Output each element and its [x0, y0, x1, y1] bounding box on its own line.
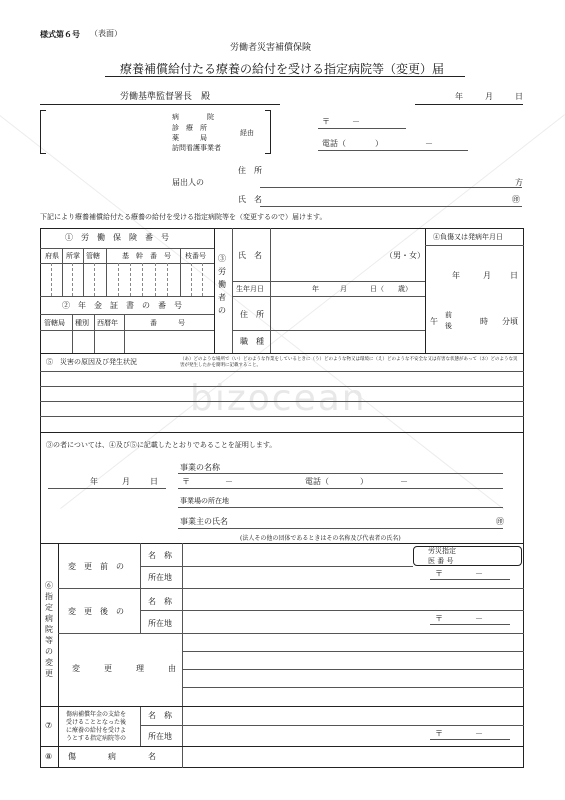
sec4-day: 日: [510, 271, 518, 280]
divider: [425, 228, 426, 353]
divider: [140, 725, 524, 726]
title-underline: [105, 76, 465, 77]
via-nursing: 訪問看護事業者: [172, 144, 221, 152]
divider: [40, 543, 524, 544]
digit-guide: [155, 263, 156, 296]
divider: [62, 248, 63, 296]
divider: [40, 314, 214, 315]
cert-seal: ㊞: [496, 517, 504, 526]
divider: [140, 566, 413, 567]
tel-close: ）: [375, 139, 383, 148]
sec4-month: 月: [483, 271, 491, 280]
sec2-title: ② 年 金 証 書 の 番 号: [62, 301, 182, 310]
sec4-title: ④負傷又は発病年月日: [433, 233, 503, 241]
digit-guide: [202, 263, 203, 296]
divider: [40, 353, 524, 354]
cert-line: [178, 473, 503, 474]
divider: [140, 706, 141, 746]
sec7-postal: 〒: [435, 729, 443, 738]
cert-note: (法人その他の団体であるときはその名称及び代表者の氏名): [240, 535, 401, 542]
sec6-before-location: 所在地: [148, 573, 172, 582]
sec6-before-label: 変 更 前 の: [68, 562, 124, 571]
sec3-gender: （男・女）: [385, 251, 425, 260]
sec7-text4: うとする指定病院等の: [66, 735, 127, 742]
addressee-line: [40, 104, 280, 105]
cert-business-name-label: 事業の名称: [180, 463, 220, 472]
cert-line: [178, 488, 503, 489]
divider: [40, 706, 524, 707]
sec1-col: 所掌: [66, 252, 80, 260]
sec7-name: 名 称: [148, 711, 172, 720]
sec2-col: 番 号: [150, 319, 185, 327]
sec6-after-label: 変 更 後 の: [68, 607, 124, 616]
applicant-address-label: 住 所: [238, 166, 262, 175]
sec6-labor-label1: 労災指定: [428, 547, 456, 555]
sec5-line: [40, 401, 524, 402]
sec7-text2: 受けることとなった後: [66, 719, 127, 726]
postal-line: [430, 624, 510, 625]
sec6-before-postal: 〒: [435, 569, 443, 578]
divider: [40, 746, 524, 747]
divider: [40, 248, 214, 249]
sec7-location: 所在地: [148, 732, 172, 741]
tel-label: 電話（: [322, 139, 346, 148]
divider: [270, 228, 271, 353]
addressee: 労働基準監督署長 殿: [120, 92, 211, 102]
via-bracket-left: [40, 110, 46, 154]
divider: [58, 633, 524, 634]
divider: [83, 248, 84, 296]
cert-postal-mark: 〒: [182, 477, 190, 486]
cert-postal-dash: －: [225, 477, 233, 486]
applicant-address-suffix: 方: [515, 178, 523, 187]
cert-owner-label: 事業主の氏名: [180, 517, 228, 526]
cert-year: 年: [90, 477, 98, 486]
divider: [94, 314, 95, 353]
digit-guide: [72, 263, 73, 296]
sec5-line: [40, 371, 524, 372]
sec4-year: 年: [452, 271, 460, 280]
sec2-col: 管轄局: [44, 319, 65, 327]
cert-month: 月: [122, 477, 130, 486]
tel-dash: －: [425, 139, 433, 148]
divider: [232, 281, 425, 282]
sec6-labor-label2: 医 番 号: [428, 557, 454, 565]
postal-line: [430, 739, 510, 740]
divider: [106, 248, 107, 296]
sec6-after-name: 名 称: [148, 597, 172, 606]
sec4-minute: 分頃: [502, 317, 518, 326]
applicant-address-line: [260, 187, 522, 188]
via-label: 経由: [240, 129, 254, 137]
applicant-seal: ㊞: [512, 195, 520, 204]
postal-line: [318, 128, 406, 129]
form-title: 療養補償給付たる療養の給付を受ける指定病院等（変更）届: [120, 62, 445, 76]
sec1-col: 基 幹 番 号: [122, 252, 171, 260]
cert-day: 日: [150, 477, 158, 486]
watermark: bizocean: [190, 378, 367, 419]
via-pharmacy: 薬 局: [172, 134, 207, 142]
divider: [58, 588, 524, 589]
reason-line: [182, 669, 524, 670]
date-line: [415, 104, 523, 105]
sec3-birth-day: 日（ 歳）: [370, 285, 412, 293]
sec6-after-dash: －: [475, 614, 483, 623]
sec1-col: 管轄: [86, 252, 100, 260]
postal-mark: 〒: [322, 117, 330, 126]
ministry-heading: 労働者災害補償保険: [230, 43, 312, 53]
sec4-am: 前: [445, 311, 452, 319]
sec3-birth-year: 年: [312, 285, 319, 293]
date-year: 年: [455, 92, 463, 101]
divider: [58, 543, 59, 768]
digit-guide: [191, 263, 192, 296]
divider: [140, 610, 524, 611]
divider: [214, 228, 215, 353]
sec4-pm: 後: [445, 322, 452, 330]
divider: [40, 330, 214, 331]
sec8-label: 傷 病 名: [68, 752, 156, 761]
sec6-after-location: 所在地: [148, 619, 172, 628]
statement: 下記により療養補償給付たる療養の給付を受ける指定病院等を（変更するので）届けます。: [40, 213, 327, 221]
postal-dash: －: [352, 117, 360, 126]
digit-guide: [167, 263, 168, 296]
sec3-job-label: 職 種: [240, 337, 264, 346]
sec7-text3: に療養の給付を受けよ: [66, 727, 127, 734]
cert-tel-label: 電話（: [305, 477, 329, 486]
sec5-note: （あ）どのような場所で（い）どのような作業をしているときに（う）どのような物又は環境に（え）どのような不安全な又は有害な状態があって（お）どのような災害が発生したかを簡明に記載すること。: [180, 357, 518, 368]
tel-line: [318, 150, 468, 151]
divider: [40, 296, 214, 297]
sec8-num: ⑧: [45, 752, 53, 761]
sec3-vertical: ③労働者の: [218, 254, 226, 315]
divider: [232, 228, 233, 353]
cert-line: [178, 507, 503, 508]
cert-line: [178, 528, 503, 529]
date-day: 日: [515, 92, 523, 101]
digit-guide: [94, 263, 95, 296]
digit-guide: [118, 263, 119, 296]
reason-line: [182, 687, 524, 688]
digit-guide: [142, 263, 143, 296]
divider: [40, 263, 214, 264]
sec7-dash: －: [475, 729, 483, 738]
applicant-label: 届出人の: [172, 178, 204, 187]
sec1-col: 府県: [45, 252, 59, 260]
divider: [124, 314, 125, 353]
cert-statement: ③の者については、④及び⑤に記載したとおりであることを証明します。: [46, 441, 277, 449]
applicant-name-line: [260, 206, 522, 207]
divider: [182, 706, 183, 768]
divider: [40, 432, 524, 433]
cert-tel-close: ）: [360, 477, 368, 486]
form-number: 様式第６号: [40, 29, 80, 39]
sec6-before-name: 名 称: [148, 551, 172, 560]
sec7-num: ⑦: [45, 721, 53, 730]
divider: [72, 314, 73, 353]
reason-line: [182, 651, 524, 652]
sec3-address-label: 住 所: [240, 310, 264, 319]
divider: [425, 245, 524, 246]
sec5-title: ⑤ 災害の原因及び発生状況: [46, 358, 137, 366]
sec6-reason-label: 変 更 理 由: [72, 664, 176, 673]
sec1-col: 枝番号: [185, 252, 206, 260]
sec4-ampm: 午: [430, 317, 438, 326]
form-side: （表面）: [90, 29, 122, 38]
sec5-line: [40, 386, 524, 387]
sec5-line: [40, 416, 524, 417]
sec6-after-postal: 〒: [435, 614, 443, 623]
sec3-birth-label: 生年月日: [236, 285, 264, 293]
digit-guide: [51, 263, 52, 296]
via-bracket-right: [265, 110, 271, 154]
sec3-name-label: 氏 名: [238, 251, 262, 260]
sec6-vertical: ⑥指定病院等の変更: [45, 581, 53, 678]
cert-location-label: 事業場の所在地: [180, 497, 229, 505]
cert-date-line: [48, 488, 166, 489]
sec4-hour: 時: [480, 317, 488, 326]
digit-guide: [130, 263, 131, 296]
divider: [232, 330, 425, 331]
sec1-title: ① 労 働 保 険 番 号: [65, 233, 169, 242]
sec2-col: 西暦年: [97, 319, 118, 327]
sec3-birth-month: 月: [340, 285, 347, 293]
applicant-name-label: 氏 名: [238, 195, 262, 204]
sec7-text1: 傷病補償年金の支給を: [66, 711, 127, 718]
cert-tel-dash: －: [400, 477, 408, 486]
sec2-col: 種別: [75, 319, 89, 327]
divider: [182, 633, 183, 706]
via-clinic: 診 療 所: [172, 124, 207, 132]
sec6-before-dash: －: [475, 569, 483, 578]
postal-line: [430, 579, 510, 580]
via-hospital: 病 院: [172, 113, 214, 121]
date-month: 月: [485, 92, 493, 101]
divider: [232, 296, 425, 297]
divider: [180, 248, 181, 296]
